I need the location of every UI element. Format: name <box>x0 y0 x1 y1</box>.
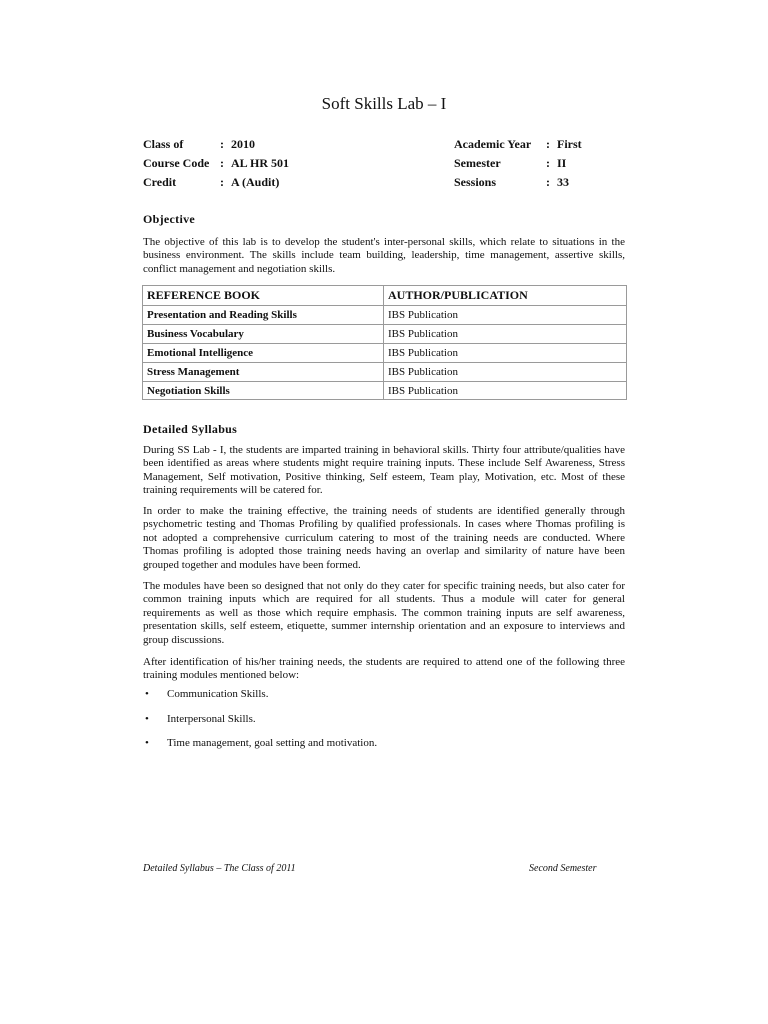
table-row <box>143 324 627 343</box>
meta-sessions <box>454 173 582 192</box>
meta-class-of <box>143 135 289 154</box>
book-cell: Business Vocabulary <box>143 324 384 343</box>
table-row <box>143 381 627 400</box>
header-reference-book: REFERENCE BOOK <box>143 286 384 306</box>
meta-academic-year <box>454 135 582 154</box>
page-title: Soft Skills Lab – I <box>321 94 447 113</box>
book-cell: Presentation and Reading Skills <box>143 306 384 325</box>
meta-colon: : <box>220 137 224 151</box>
meta-key: Class of <box>143 137 184 151</box>
table-row <box>143 362 627 381</box>
meta-key: Academic Year <box>454 137 532 151</box>
footer-left: Detailed Syllabus – The Class of 2011 <box>143 863 296 874</box>
meta-value: 2010 <box>231 137 255 151</box>
course-meta-right <box>454 135 582 192</box>
book-cell: Negotiation Skills <box>143 381 384 400</box>
meta-key: Course Code <box>143 156 210 170</box>
objective-paragraph: The objective of this lab is to develop the student's inter-personal skills, which relate to situations in the business environment. The skills include team building, leadership, time management, assertive skills, conflict management and negotiation skills. <box>143 236 625 275</box>
header-author-publication: AUTHOR/PUBLICATION <box>384 286 627 306</box>
table-row <box>143 306 627 325</box>
meta-colon: : <box>546 156 550 170</box>
meta-colon: : <box>546 137 550 151</box>
publication-cell: IBS Publication <box>384 362 627 381</box>
meta-credit <box>143 173 289 192</box>
meta-value: First <box>557 137 582 151</box>
syllabus-heading: Detailed Syllabus <box>143 422 238 436</box>
meta-value: II <box>557 156 567 170</box>
reference-table <box>142 285 627 400</box>
publication-cell: IBS Publication <box>384 324 627 343</box>
publication-cell: IBS Publication <box>384 381 627 400</box>
list-item-text: Interpersonal Skills. <box>167 712 256 725</box>
meta-colon: : <box>220 175 224 189</box>
meta-semester <box>454 154 582 173</box>
book-cell: Emotional Intelligence <box>143 343 384 362</box>
syllabus-paragraph: In order to make the training effective, the training needs of students are identified generally through psychometric testing and Thomas Profiling by qualified professionals. In cases where Thomas profiling is not adopted a comprehensive curriculum catering to most of the training needs are conducted. Where Thomas profiling is adopted those training needs having an overlap and similarity of nature have been grouped together and modules have been formed. <box>143 505 625 571</box>
publication-cell: IBS Publication <box>384 306 627 325</box>
objective-heading: Objective <box>143 212 196 226</box>
bullet-icon: • <box>145 688 149 700</box>
syllabus-paragraph: After identification of his/her training needs, the students are required to attend one of the following three training modules mentioned below: <box>143 656 625 682</box>
footer-right: Second Semester <box>529 863 597 874</box>
meta-course-code <box>143 154 289 173</box>
list-item-text: Communication Skills. <box>167 688 269 700</box>
meta-colon: : <box>220 156 224 170</box>
list-item-text: Time management, goal setting and motivation. <box>167 737 378 749</box>
bullet-icon: • <box>145 712 149 725</box>
meta-key: Sessions <box>454 175 497 189</box>
syllabus-paragraph: During SS Lab - I, the students are imparted training in behavioral skills. Thirty four attribute/qualities have been identified as areas where students might require training inputs. These include Self Awareness, Stress Management, Self motivation, Positive thinking, Self esteem, Team play, Motivation, etc. Most of these training requirements will be catered for. <box>143 444 625 497</box>
table-header-row <box>143 286 627 306</box>
meta-colon: : <box>546 175 550 189</box>
book-cell: Stress Management <box>143 362 384 381</box>
meta-value: AL HR 501 <box>231 156 290 170</box>
publication-cell: IBS Publication <box>384 343 627 362</box>
meta-key: Semester <box>454 156 501 170</box>
meta-value: 33 <box>557 175 569 189</box>
course-meta-left <box>143 135 289 192</box>
table-row <box>143 343 627 362</box>
meta-value: A (Audit) <box>231 175 280 189</box>
bullet-icon: • <box>145 737 149 749</box>
meta-key: Credit <box>143 175 177 189</box>
syllabus-paragraph: The modules have been so designed that not only do they cater for specific training needs, but also cater for common training inputs which are required for all students. Thus a module will cater for general requirements as well as those which require emphasis. The common training inputs are self awareness, presentation skills, self esteem, etiquette, summer internship orientation and an exposure to interviews and group discussions. <box>143 580 625 646</box>
